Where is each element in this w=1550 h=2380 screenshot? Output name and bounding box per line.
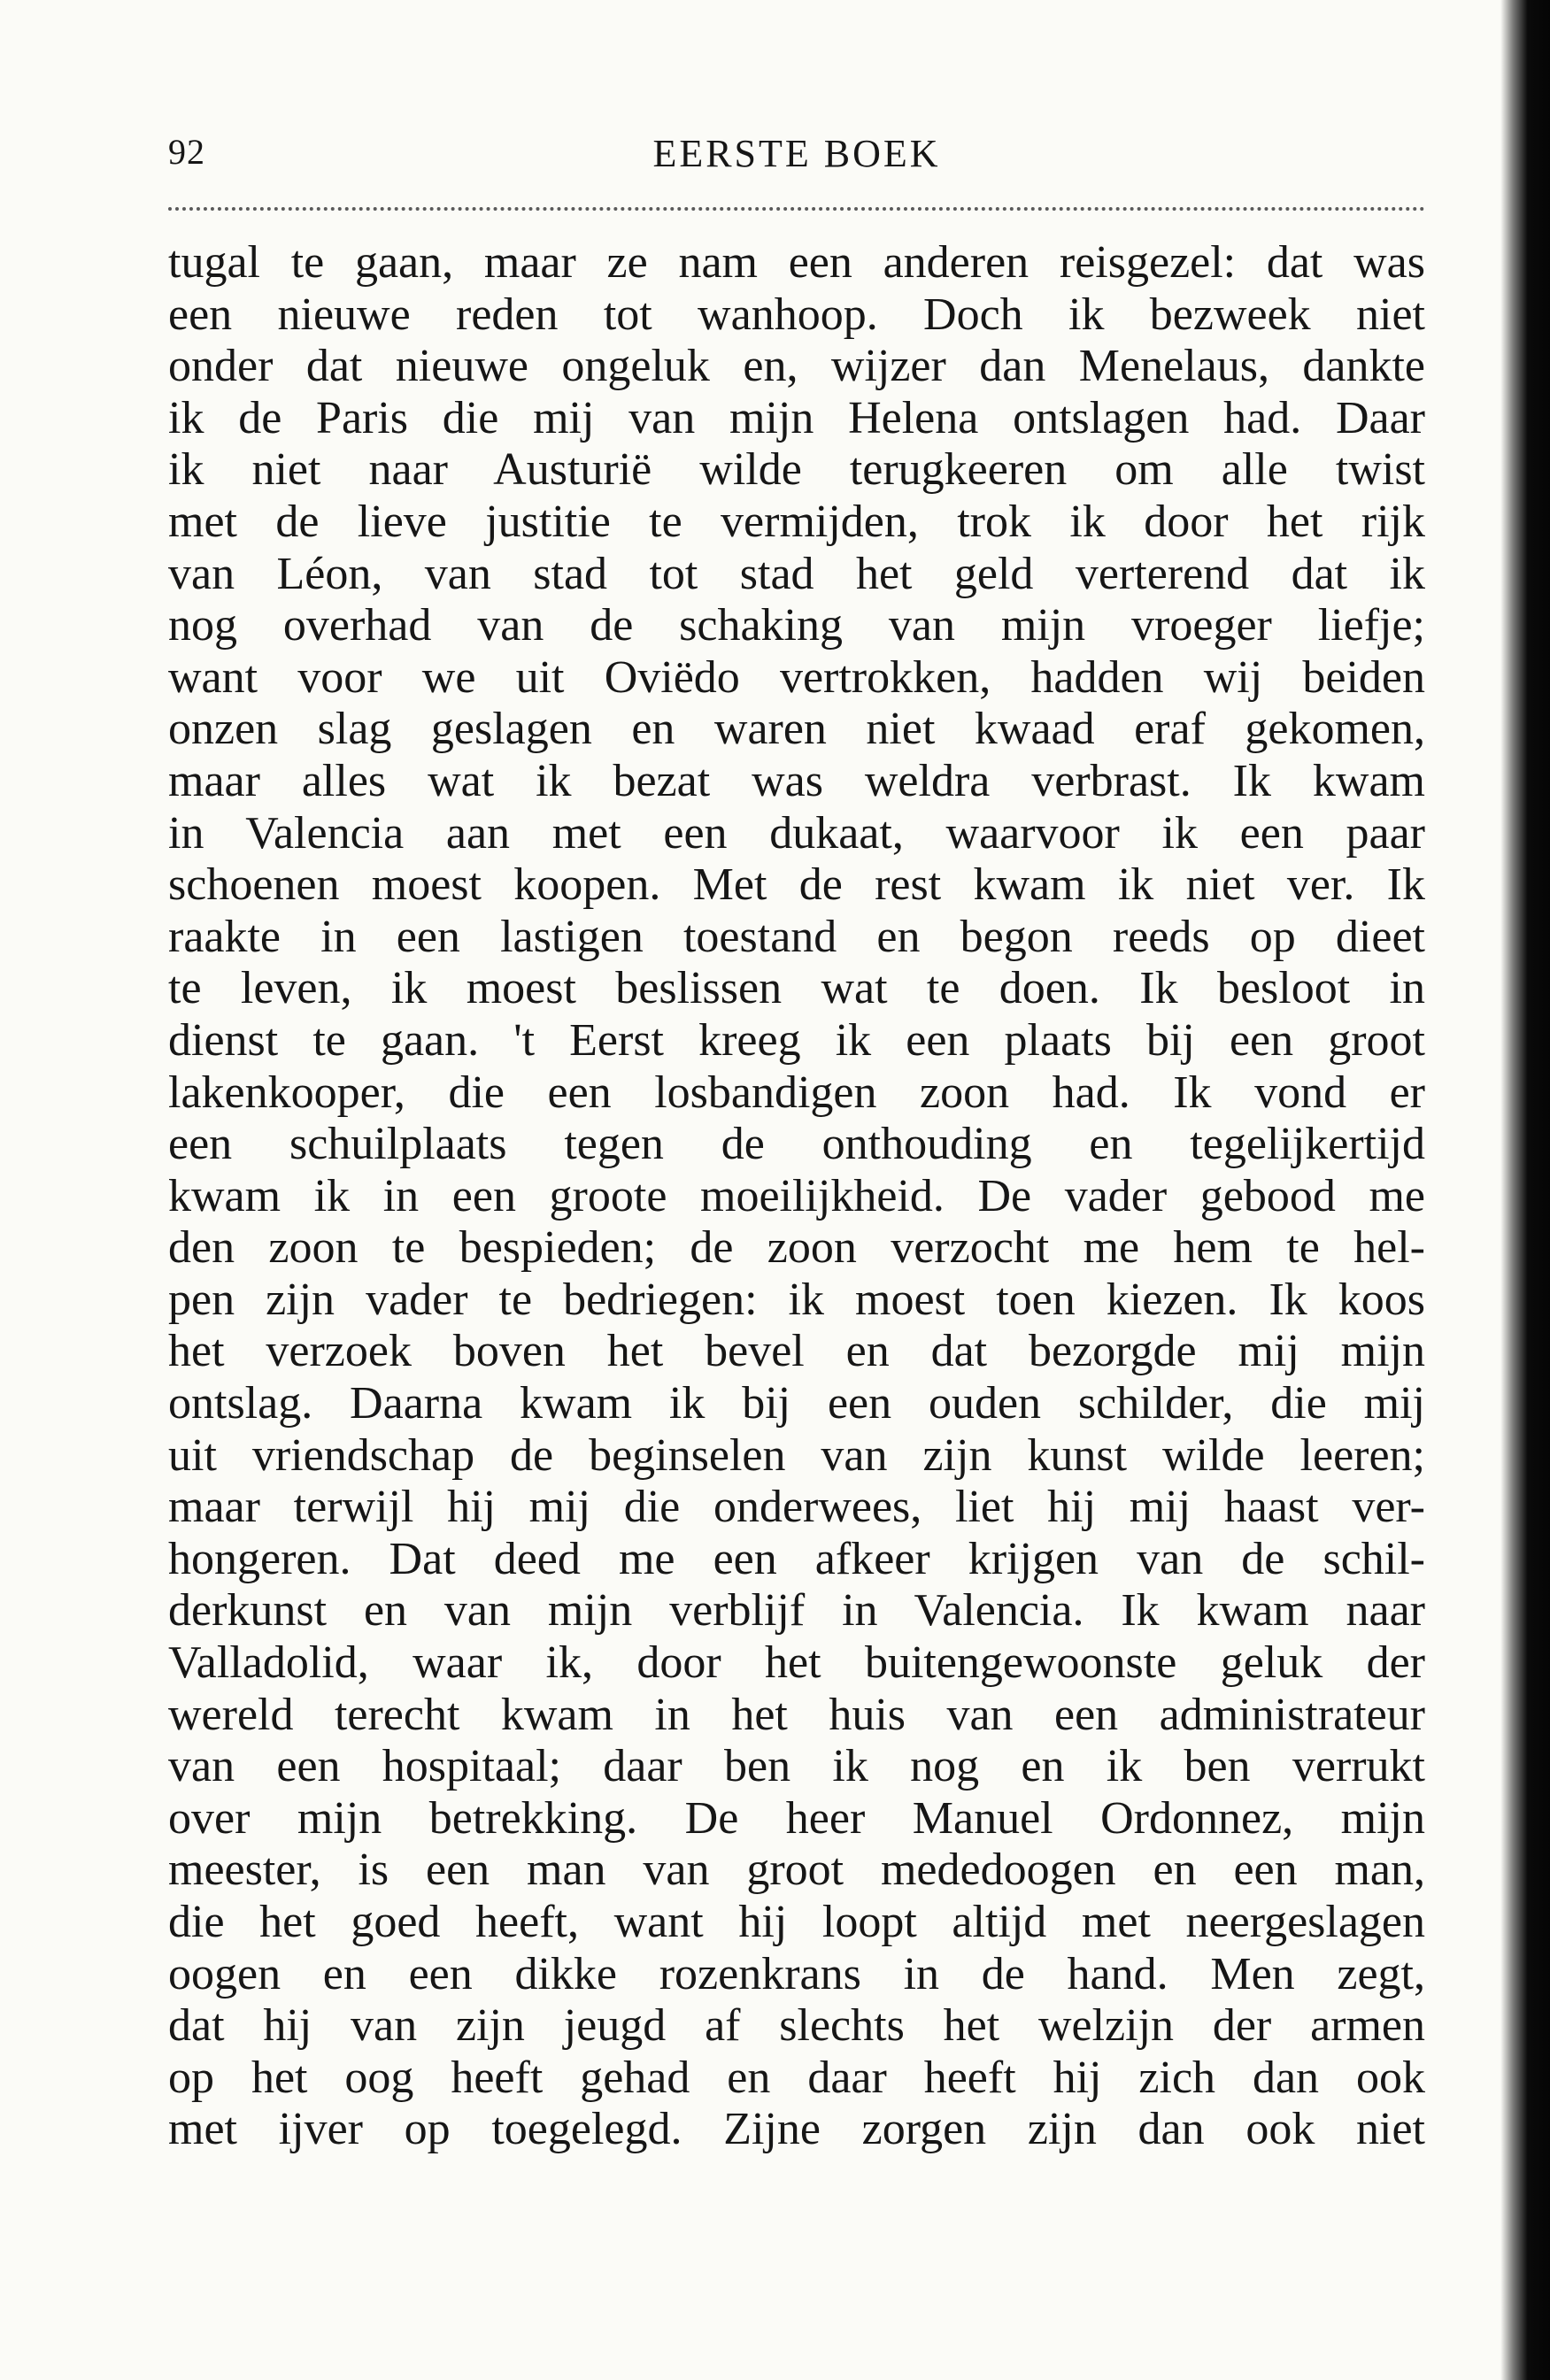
text-line: die het goed heeft, want hij loopt altijd met neergeslagen [168, 1897, 1425, 1947]
text-line: dienst te gaan. 't Eerst kreeg ik een plaats bij een groot [168, 1014, 1425, 1066]
text-line: oogen en een dikke rozenkrans in de hand. Men zegt, [168, 1948, 1425, 1999]
text-line: onder dat nieuwe ongeluk en, wijzer dan Menelaus, dankte [168, 341, 1425, 392]
text-line: nog overhad van de schaking van mijn vroeger liefje; [168, 600, 1425, 651]
text-line: want voor we uit Oviëdo vertrokken, hadden wij beiden [168, 651, 1425, 703]
page-header [168, 131, 1425, 184]
text-line: het verzoek boven het bevel en dat bezorgde mij mijn [168, 1326, 1425, 1377]
body-text [168, 237, 1425, 2156]
text-line: een nieuwe reden tot wanhoop. Doch ik bezweek niet [168, 289, 1425, 340]
text-line: den zoon te bespieden; de zoon verzocht me hem te hel- [168, 1222, 1425, 1274]
text-line: wereld terecht kwam in het huis van een administrateur [168, 1689, 1425, 1740]
text-line: ik de Paris die mij van mijn Helena ontslagen had. Daar [168, 392, 1425, 443]
text-line: te leven, ik moest beslissen wat te doen. Ik besloot in [168, 963, 1425, 1014]
text-line: maar alles wat ik bezat was weldra verbrast. Ik kwam [168, 755, 1425, 806]
text-line: op het oog heeft gehad en daar heeft hij zich dan ook [168, 2052, 1425, 2103]
text-line: lakenkooper, die een losbandigen zoon had. Ik vond er [168, 1067, 1425, 1118]
binding-gutter-shadow [1500, 0, 1550, 2380]
text-line: ik niet naar Austurië wilde terugkeeren om alle twist [168, 444, 1425, 496]
text-line: met ijver op toegelegd. Zijne zorgen zijn dan ook niet [168, 2104, 1425, 2155]
text-line: in Valencia aan met een dukaat, waarvoor ik een paar [168, 807, 1425, 859]
text-line: derkunst en van mijn verblijf in Valencia. Ik kwam naar [168, 1585, 1425, 1637]
text-line: schoenen moest koopen. Met de rest kwam ik niet ver. Ik [168, 859, 1425, 911]
text-line: meester, is een man van groot mededoogen en een man, [168, 1845, 1425, 1896]
text-line: kwam ik in een groote moeilijkheid. De vader gebood me [168, 1170, 1425, 1221]
text-line: uit vriendschap de beginselen van zijn kunst wilde leeren; [168, 1429, 1425, 1481]
text-line: raakte in een lastigen toestand en begon reeds op dieet [168, 911, 1425, 962]
text-line: dat hij van zijn jeugd af slechts het welzijn der armen [168, 2000, 1425, 2052]
text-line: een schuilplaats tegen de onthouding en tegelijkertijd [168, 1119, 1425, 1170]
text-line: tugal te gaan, maar ze nam een anderen reisgezel: dat was [168, 237, 1425, 288]
text-line: ontslag. Daarna kwam ik bij een ouden schilder, die mij [168, 1378, 1425, 1429]
text-line: van Léon, van stad tot stad het geld verterend dat ik [168, 548, 1425, 599]
text-line: pen zijn vader te bedriegen: ik moest toen kiezen. Ik koos [168, 1274, 1425, 1325]
text-line: over mijn betrekking. De heer Manuel Ordonnez, mijn [168, 1792, 1425, 1844]
text-line: Valladolid, waar ik, door het buitengewoonste geluk der [168, 1637, 1425, 1689]
text-line: hongeren. Dat deed me een afkeer krijgen van de schil- [168, 1533, 1425, 1584]
page-number: 92 [168, 132, 205, 172]
text-line: met de lieve justitie te vermijden, trok ik door het rijk [168, 496, 1425, 547]
header-dotted-rule [168, 207, 1425, 211]
text-line: van een hospitaal; daar ben ik nog en ik ben verrukt [168, 1741, 1425, 1792]
text-line: maar terwijl hij mij die onderwees, liet hij mij haast ver- [168, 1482, 1425, 1533]
text-line: onzen slag geslagen en waren niet kwaad eraf gekomen, [168, 704, 1425, 755]
running-head: EERSTE BOEK [652, 132, 941, 175]
